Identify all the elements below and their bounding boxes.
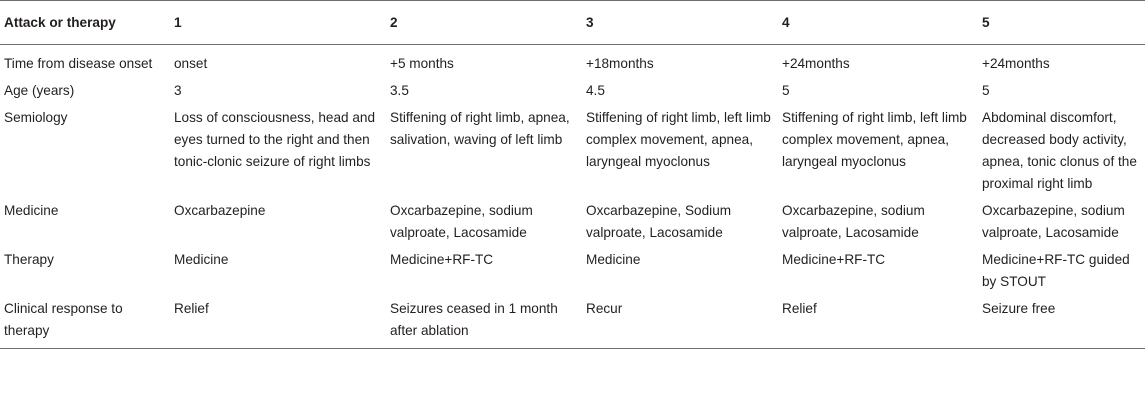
table-cell: 3 <box>174 83 182 98</box>
table-cell: Loss of consciousness, head and eyes turned to the right and then tonic-clonic seizure of right limbs <box>174 110 376 169</box>
row-label: Medicine <box>4 203 59 218</box>
table-cell: Medicine+RF-TC guided by STOUT <box>982 252 1130 289</box>
table-cell: Medicine+RF-TC <box>782 252 886 267</box>
table-cell: 5 <box>982 83 990 98</box>
table-header <box>0 1 1145 45</box>
table-cell: Medicine+RF-TC <box>390 252 494 267</box>
header-attack-3: 3 <box>582 1 778 45</box>
table-row <box>0 295 1145 349</box>
header-attack-1: 1 <box>170 1 386 45</box>
header-attack-or-therapy: Attack or therapy <box>0 1 170 45</box>
header-row <box>0 1 1145 45</box>
row-label: Age (years) <box>4 83 75 98</box>
header-attack-5: 5 <box>978 1 1145 45</box>
table-cell: Oxcarbazepine, sodium valproate, Lacosamide <box>982 203 1125 240</box>
table-cell: Medicine <box>586 252 641 267</box>
table-cell: +24months <box>982 56 1050 71</box>
table-cell: Stiffening of right limb, left limb complex movement, apnea, laryngeal myoclonus <box>586 110 771 169</box>
row-label: Clinical response to therapy <box>0 295 170 349</box>
table-cell: +5 months <box>390 56 454 71</box>
table-cell: 4.5 <box>586 83 605 98</box>
table-body <box>0 45 1145 349</box>
table-cell: Stiffening of right limb, apnea, salivation, waving of left limb <box>390 110 570 147</box>
table-cell: +18months <box>586 56 654 71</box>
row-label: Therapy <box>4 252 54 267</box>
table-row <box>0 104 1145 197</box>
table-cell: +24months <box>782 56 850 71</box>
table-cell: Seizure free <box>978 295 1145 349</box>
header-attack-2: 2 <box>386 1 582 45</box>
table-cell: onset <box>174 56 208 71</box>
table-row <box>0 45 1145 78</box>
table-cell: Oxcarbazepine <box>174 203 266 218</box>
table-cell: Oxcarbazepine, sodium valproate, Lacosamide <box>390 203 533 240</box>
table-cell: Relief <box>170 295 386 349</box>
row-label: Time from disease onset <box>4 56 153 71</box>
table-cell: 5 <box>782 83 790 98</box>
table-cell: Recur <box>582 295 778 349</box>
table-row <box>0 246 1145 295</box>
table-cell: Stiffening of right limb, left limb complex movement, apnea, laryngeal myoclonus <box>782 110 967 169</box>
header-attack-4: 4 <box>778 1 978 45</box>
table-row <box>0 77 1145 104</box>
row-label: Semiology <box>4 110 68 125</box>
table-cell: Oxcarbazepine, Sodium valproate, Lacosamide <box>586 203 732 240</box>
table-cell: Abdominal discomfort, decreased body activity, apnea, tonic clonus of the proximal right limb <box>982 110 1137 191</box>
table-cell: Seizures ceased in 1 month after ablation <box>386 295 582 349</box>
table-cell: Oxcarbazepine, sodium valproate, Lacosamide <box>782 203 925 240</box>
table-cell: Relief <box>778 295 978 349</box>
table-cell: Medicine <box>174 252 229 267</box>
table-cell: 3.5 <box>390 83 409 98</box>
table-row <box>0 197 1145 246</box>
